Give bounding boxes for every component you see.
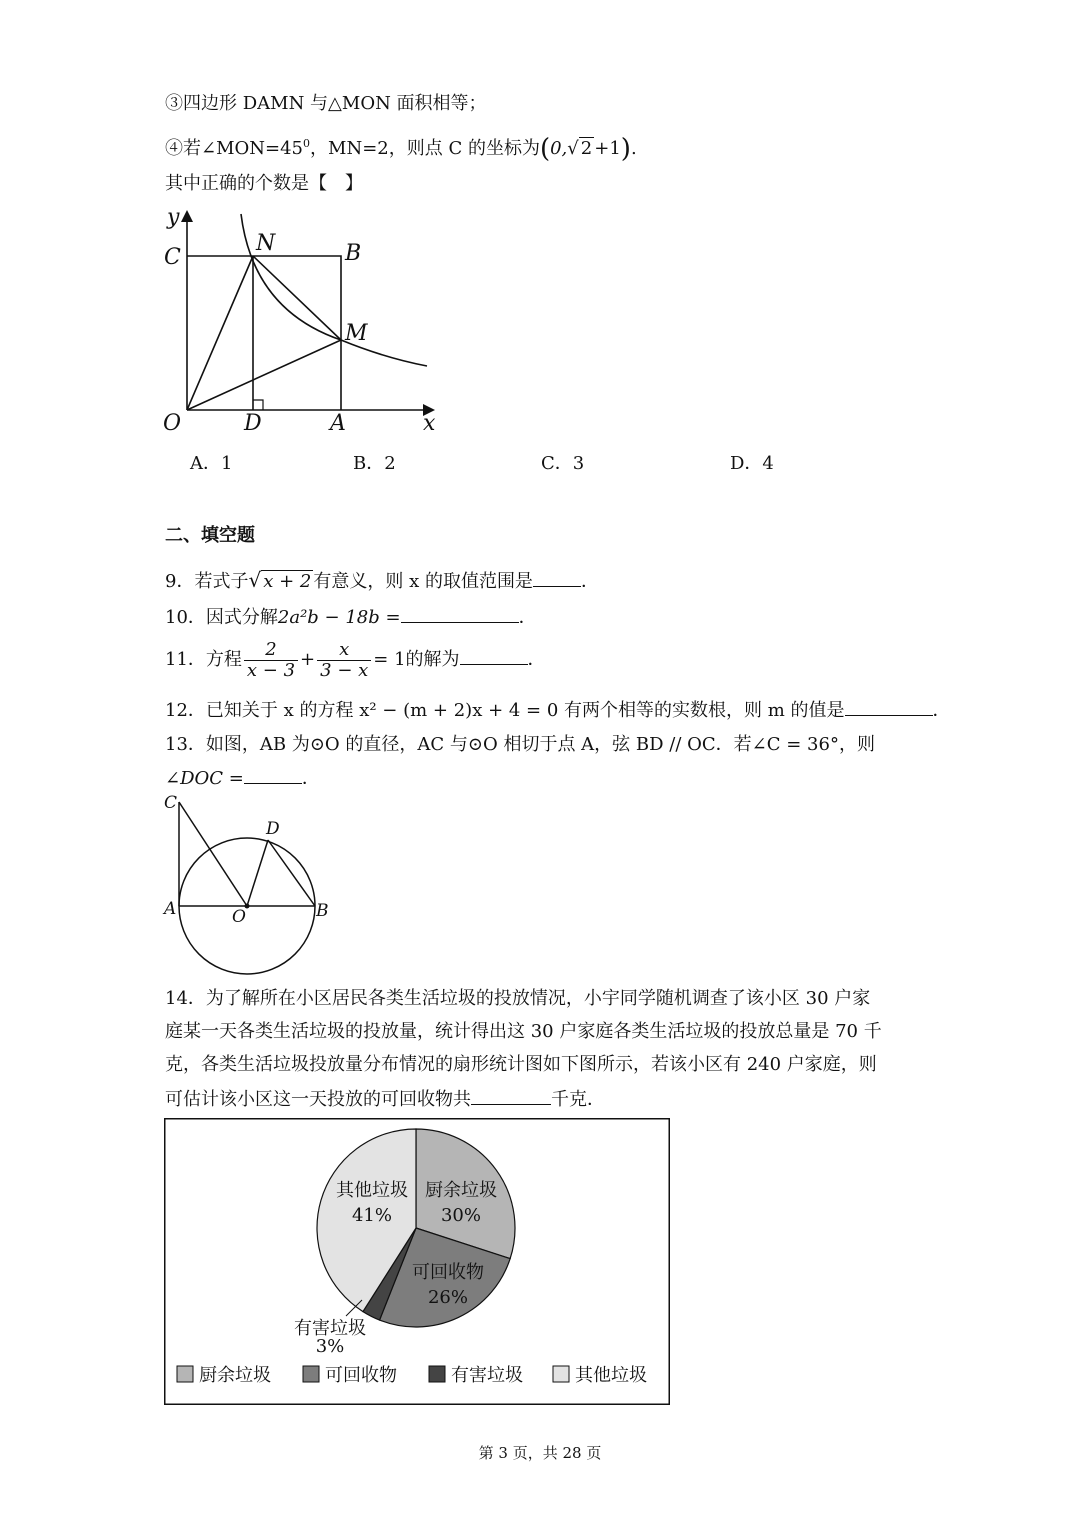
legend-swatch-hazardous [429, 1366, 445, 1382]
slice-name-other: 其他垃圾 [336, 1180, 408, 1201]
q11-rhs: = 1 [373, 649, 406, 670]
slice-label-other: 41% [351, 1205, 393, 1226]
statement-4-end: . [630, 138, 637, 159]
slice-label-hazardous: 3% [315, 1336, 345, 1357]
q9-suffix: 有意义，则 x 的取值范围是 [313, 571, 533, 592]
label-c2: C [164, 793, 178, 813]
label-o2: O [232, 907, 246, 927]
q11-end: ． [527, 649, 546, 670]
degree-sup: 0 [303, 137, 311, 150]
chord-bd [268, 840, 315, 906]
q11-den1: x − 3 [246, 659, 296, 681]
label-o: O [163, 411, 182, 436]
choice-b[interactable]: B．2 [353, 453, 396, 474]
slice-label-kitchen: 30% [440, 1205, 482, 1226]
statement-3: ③四边形 DAMN 与△MON 面积相等； [165, 93, 487, 114]
pie-chart [164, 1118, 670, 1405]
label-a2: A [164, 899, 177, 919]
answer-blank-11[interactable] [460, 646, 528, 665]
question-14-line-2: 庭某一天各类生活垃圾的投放量，统计得出这 30 户家庭各类生活垃圾的投放总量是 70 千 [165, 1021, 882, 1042]
question-10 [165, 604, 537, 630]
rectangle-oabc [187, 256, 341, 410]
q13-prefix: ∠DOC = [165, 768, 244, 789]
q11-suffix: 的解为 [405, 649, 460, 670]
label-c: C [164, 245, 181, 270]
q10-prefix: 10．因式分解 [165, 607, 278, 628]
answer-blank-9[interactable] [533, 568, 581, 587]
q9-end: ． [580, 571, 599, 592]
coord-prefix: 0, [550, 138, 568, 159]
answer-blank-14[interactable] [471, 1086, 551, 1105]
legend-kitchen: 厨余垃圾 [199, 1365, 271, 1386]
answer-blank-12[interactable] [845, 697, 933, 716]
page-footer: 第 3 页，共 28 页 [478, 1444, 602, 1462]
slice-name-recyclable: 可回收物 [412, 1262, 484, 1283]
segment-od [247, 840, 268, 906]
choice-d[interactable]: D．4 [730, 453, 774, 474]
answer-blank-10[interactable] [401, 604, 519, 623]
label-b2: B [316, 901, 329, 921]
segment-on [187, 256, 253, 410]
q12-text: 12．已知关于 x 的方程 x² − (m + 2)x + 4 = 0 有两个相等的实数根，则 m 的值是 [165, 700, 845, 721]
right-angle-icon [253, 400, 263, 410]
legend-other: 其他垃圾 [575, 1365, 647, 1386]
q10-end: ． [518, 607, 537, 628]
q11-num1: 2 [244, 640, 298, 661]
legend-hazardous: 有害垃圾 [451, 1365, 523, 1386]
q9-prefix: 9．若式子 [165, 571, 249, 592]
q11-fraction-1 [244, 640, 298, 681]
coord-root: 2 [580, 138, 593, 159]
section-title: 二、填空题 [165, 525, 255, 546]
label-x: x [423, 411, 436, 436]
question-8-ask: 其中正确的个数是【 】 [165, 173, 363, 194]
answer-blank-13[interactable] [244, 765, 302, 784]
coordinate-figure [155, 200, 455, 440]
q11-den2: 3 − x [320, 659, 369, 681]
label-n: N [256, 231, 276, 256]
q12-end: ． [932, 700, 951, 721]
choice-c[interactable]: C．3 [541, 453, 585, 474]
question-12 [165, 697, 951, 723]
q14-suffix: 千克． [551, 1089, 605, 1110]
y-arrow-icon [181, 210, 193, 222]
q11-num2: x [317, 640, 371, 661]
label-m: M [345, 321, 368, 346]
label-a: A [330, 411, 346, 436]
q14-prefix: 可估计该小区这一天投放的可回收物共 [165, 1089, 471, 1110]
segment-nm [253, 256, 341, 340]
question-14-line-1: 14．为了解所在小区居民各类生活垃圾的投放情况，小宇同学随机调查了该小区 30 户家 [165, 988, 871, 1009]
q10-expr: 2a²b − 18b = [277, 607, 401, 628]
q11-prefix: 11．方程 [165, 649, 242, 670]
legend-swatch-other [553, 1366, 569, 1382]
label-y: y [167, 205, 180, 230]
legend-swatch-kitchen [177, 1366, 193, 1382]
slice-name-kitchen: 厨余垃圾 [425, 1180, 497, 1201]
question-13-line-1: 13．如图，AB 为⊙O 的直径，AC 与⊙O 相切于点 A，弦 BD // OC．若∠C = 36°，则 [165, 734, 875, 755]
legend-recyclable: 可回收物 [325, 1365, 397, 1386]
pie-slices [317, 1129, 515, 1327]
q13-end: ． [301, 768, 320, 789]
label-d: D [244, 411, 262, 436]
q9-radicand: x + 2 [263, 571, 312, 592]
legend-swatch-recyclable [303, 1366, 319, 1382]
question-14-line-4 [165, 1086, 605, 1112]
label-b: B [345, 241, 362, 266]
circle-figure [158, 790, 338, 980]
coord-plus: +1 [594, 138, 621, 159]
statement-4-mid: ，MN=2，则点 C 的坐标为 [310, 138, 540, 159]
segment-om [187, 340, 341, 410]
q11-plus: + [300, 649, 316, 670]
segment-oc [179, 802, 247, 906]
question-11 [165, 636, 546, 684]
q11-fraction-2 [317, 640, 371, 681]
choice-a[interactable]: A．1 [190, 453, 233, 474]
label-d2: D [266, 819, 280, 839]
question-13-line-2 [165, 765, 320, 791]
slice-name-hazardous: 有害垃圾 [294, 1318, 366, 1339]
statement-4: ④若$\angle MON=45^0$，MN=2，则点 C 的坐标为(0,√ 2 +1). [165, 134, 637, 164]
question-14-line-3: 克，各类生活垃圾投放量分布情况的扇形统计图如下图所示，若该小区有 240 户家庭，则 [165, 1054, 877, 1075]
slice-label-recyclable: 26% [427, 1287, 469, 1308]
question-9: 9．若式子√ x + 2 有意义，则 x 的取值范围是 ． [165, 568, 599, 592]
statement-4-prefix: ④若∠MON=45 [165, 138, 304, 159]
